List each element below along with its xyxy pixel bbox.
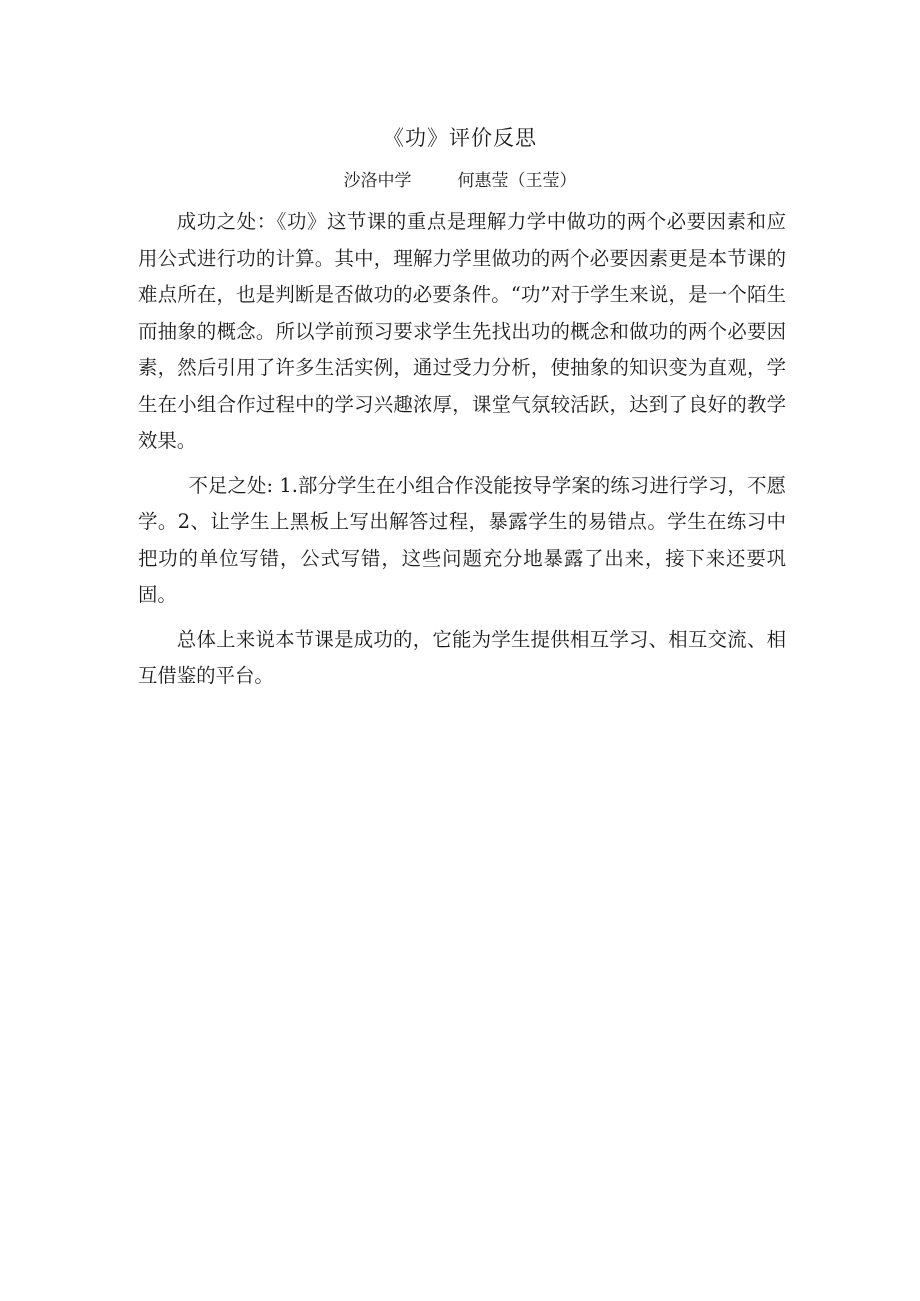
- author-line: [0, 169, 920, 193]
- document-title: 《功》评价反思: [383, 126, 537, 150]
- author-name: 何惠莹（王莹）: [457, 171, 577, 191]
- paragraph-successes: 成功之处：《功》这节课的重点是理解力学中做功的两个必要因素和应用公式进行功的计算。其中，理解力学里做功的两个必要因素更是本节课的难点所在，也是判断是否做功的必要条件。“功”对于学生来说，是一个陌生而抽象的概念。所以学前预习要求学生先找出功的概念和做功的两个必要因素，然后引用了许多生活实例，通过受力分析，使抽象的知识变为直观，学生在小组合作过程中的学习兴趣浓厚，课堂气氛较活跃，达到了良好的教学效果。: [138, 210, 786, 452]
- document-body: [138, 204, 786, 695]
- paragraph-summary: 总体上来说本节课是成功的，它能为学生提供相互学习、相互交流、相互借鉴的平台。: [138, 627, 786, 687]
- paragraph-shortcomings: 不足之处: 1.部分学生在小组合作没能按导学案的练习进行学习，不愿学。2、让学生上黑板上写出解答过程，暴露学生的易错点。学生在练习中把功的单位写错，公式写错，这些问题充分地暴露了出来，接下来还要巩固。: [138, 473, 786, 606]
- school-name: 沙洛中学: [343, 171, 412, 191]
